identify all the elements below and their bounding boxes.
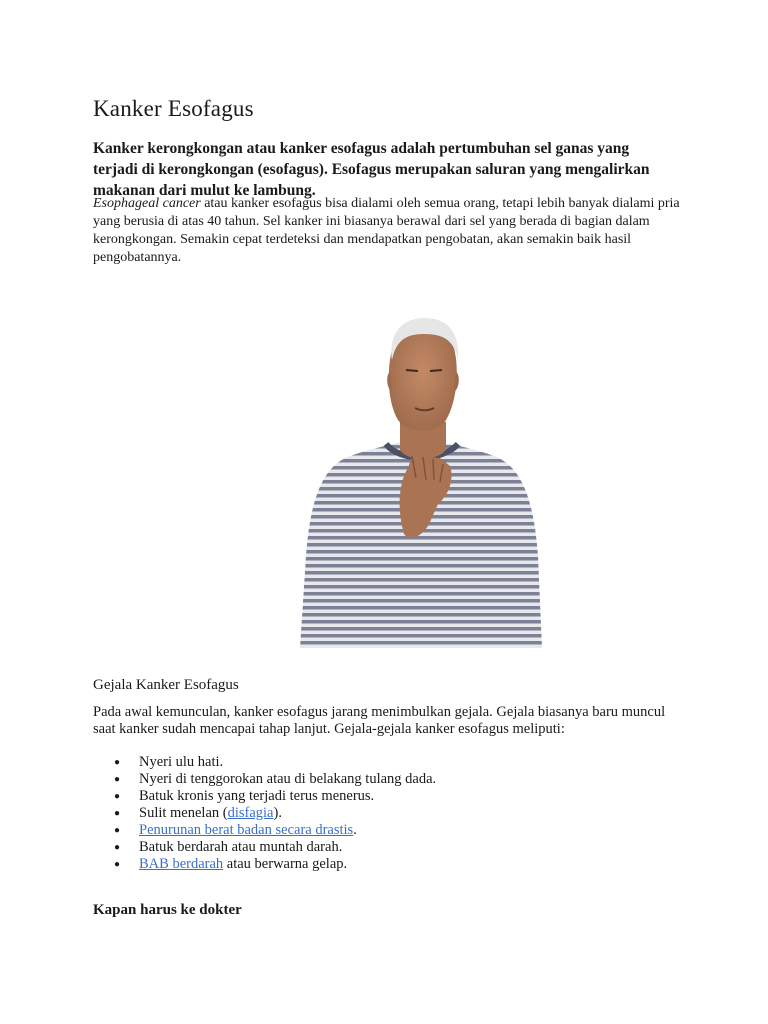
weight-loss-link[interactable]: Penurunan berat badan secara drastis [139, 822, 354, 838]
list-item [93, 754, 436, 771]
disfagia-link[interactable]: disfagia [227, 805, 274, 821]
list-item-text: Nyeri di tenggorokan atau di belakang tulang dada. [139, 771, 437, 787]
intro-text-end: pengobatannya. [93, 250, 182, 265]
list-item [93, 771, 436, 788]
bullet-icon: ● [114, 842, 121, 853]
bullet-icon: ● [114, 774, 121, 785]
intro-text: atau kanker esofagus bisa dialami oleh semua orang, tetapi lebih banyak dialami pria yang berusia di atas 40 tahun. Sel kanker ini biasanya berawal dari sel yang berada di bagian dalam kerongkongan. Semakin cepat terdeteksi dan mendapatkan pengobatan, akan semakin baik hasil [93, 196, 680, 247]
lead-paragraph: Kanker kerongkongan atau kanker esofagus adalah pertumbuhan sel ganas yang terjadi di kerongkongan (esofagus). Esofagus merupakan saluran yang mengalirkan makanan dari mulut ke lambung. [93, 140, 650, 199]
list-item [93, 856, 436, 873]
bullet-icon: ● [114, 808, 121, 819]
symptom-list [93, 754, 436, 873]
list-item-text: Batuk berdarah atau muntah darah. [139, 839, 343, 855]
gejala-paragraph: Pada awal kemunculan, kanker esofagus jarang menimbulkan gejala. Gejala biasanya baru muncul saat kanker sudah mencapai tahap lanjut. Gejala-gejala kanker esofagus meliputi: [93, 704, 666, 737]
kapan-heading: Kapan harus ke dokter [93, 902, 242, 918]
bullet-icon: ● [114, 859, 121, 870]
list-item [93, 788, 436, 805]
intro-term: Esophageal cancer [93, 196, 201, 211]
bullet-icon: ● [114, 825, 121, 836]
list-item-text: atau berwarna gelap. [223, 856, 348, 872]
list-item-text: ). [273, 805, 282, 821]
list-item-text: Nyeri ulu hati. [139, 754, 224, 770]
man-touching-throat-photo [300, 316, 542, 648]
list-item [93, 805, 436, 822]
list-item-text: . [353, 822, 357, 838]
intro-paragraph [93, 195, 683, 267]
list-item-text: Sulit menelan ( [139, 805, 228, 821]
list-item [93, 822, 436, 839]
gejala-heading: Gejala Kanker Esofagus [93, 677, 239, 693]
bullet-icon: ● [114, 757, 121, 768]
page-title: Kanker Esofagus [93, 96, 254, 121]
bab-berdarah-link[interactable]: BAB berdarah [139, 856, 224, 872]
bullet-icon: ● [114, 791, 121, 802]
list-item-text: Batuk kronis yang terjadi terus menerus. [139, 788, 375, 804]
list-item [93, 839, 436, 856]
